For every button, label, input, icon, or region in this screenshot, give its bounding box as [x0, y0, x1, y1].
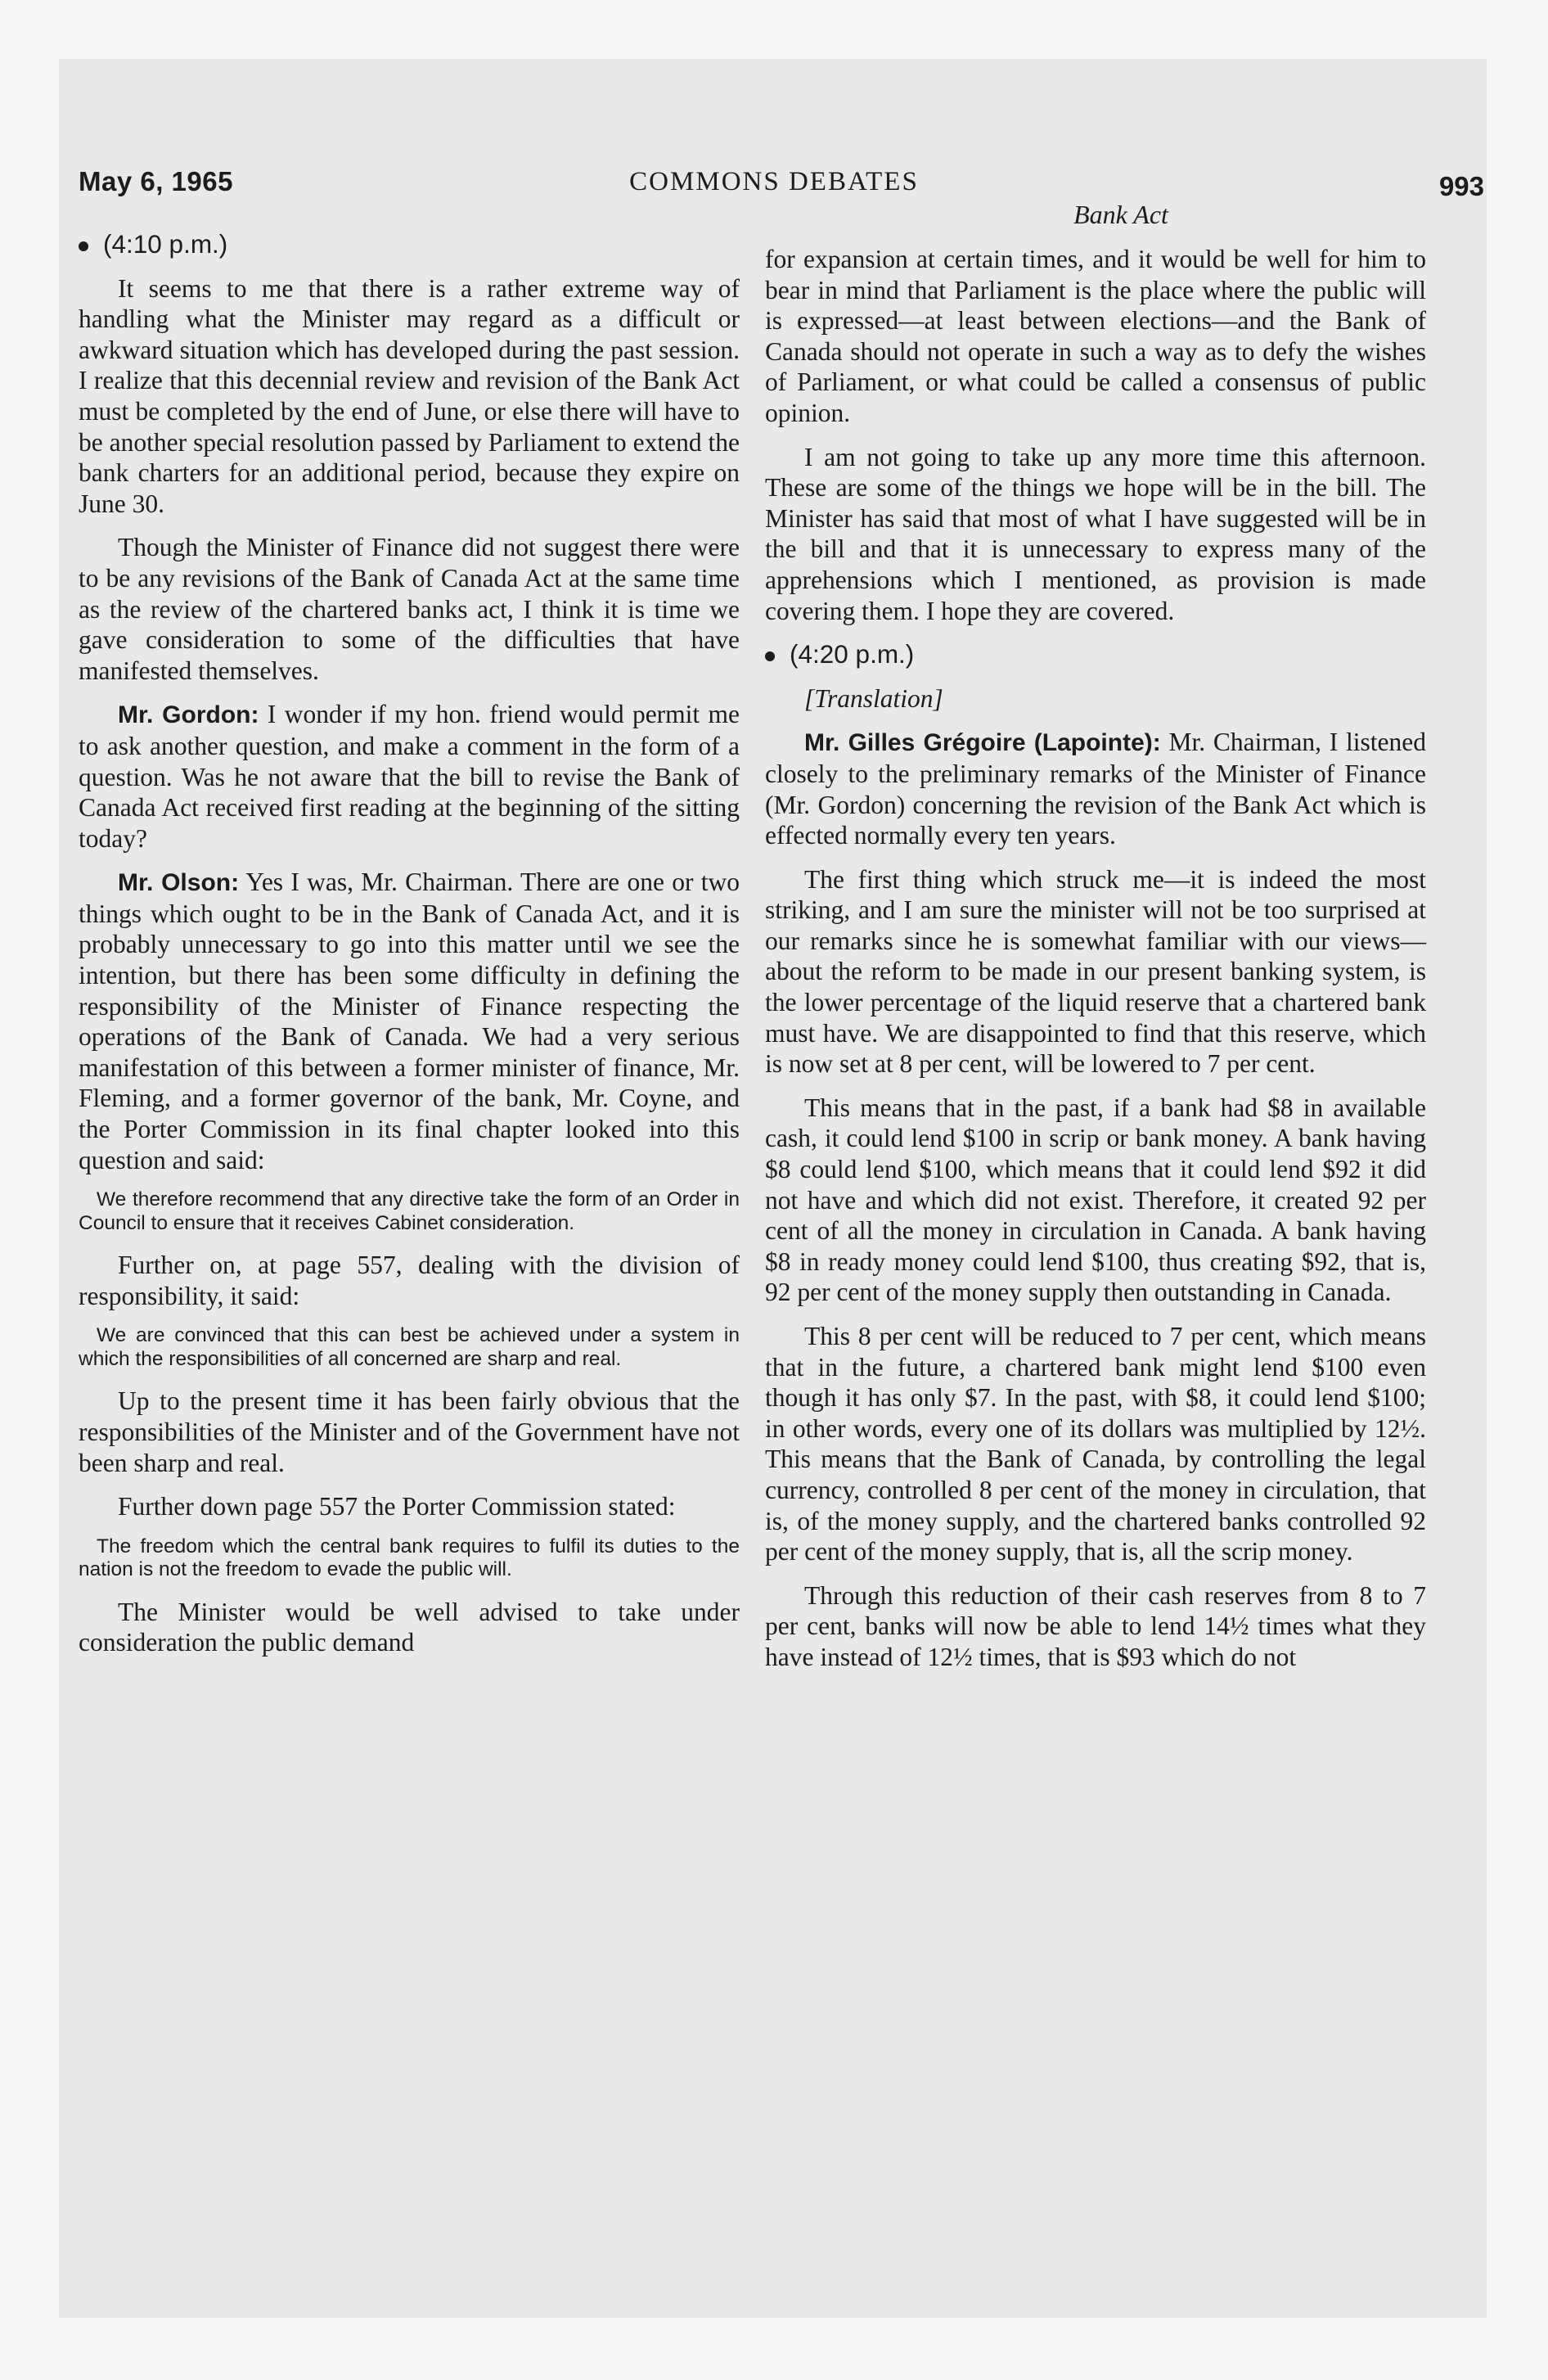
paragraph: Up to the present time it has been fairly obvious that the responsibilities of the Minister and of the Government have not been sharp and real.	[79, 1386, 740, 1477]
speech-text: Mr. Chairman, I listened closely to the preliminary remarks of the Minister of Finance (Mr. Gordon) concerning the revision of the Bank Act which is effected normally every ten years.	[765, 728, 1426, 850]
header-subject: Bank Act	[1073, 200, 1168, 229]
paragraph: for expansion at certain times, and it would be well for him to bear in mind that Parliament is the place where the public will is expressed—at least between elections—and the Bank of Canada should not operate in such a way as to defy the wishes of Parliament, or what could be called a consensus of public opinion.	[765, 245, 1426, 427]
header-date: May 6, 1965	[79, 166, 233, 196]
time-text: (4:10 p.m.)	[103, 229, 228, 259]
left-column	[79, 229, 740, 1671]
page-number: 993	[1438, 171, 1484, 201]
right-column	[765, 244, 1426, 1686]
speech	[79, 867, 740, 1175]
paragraph: The first thing which struck me—it is indeed the most striking, and I am sure the minister will not be too surprised at our remarks since he is somewhat familiar with our views—about the reform to be made in our present banking system, is the lower percentage of the liquid reserve that a chartered bank must have. We are disappointed to find that this reserve, which is now set at 8 per cent, will be lowered to 7 per cent.	[765, 864, 1426, 1079]
speech	[765, 727, 1426, 850]
paragraph: Further on, at page 557, dealing with the division of responsibility, it said:	[79, 1251, 740, 1310]
header-title: COMMONS DEBATES	[629, 167, 919, 196]
paragraph: The Minister would be well advised to take under consideration the public demand	[79, 1597, 740, 1657]
speech	[79, 699, 740, 854]
paragraph: Through this reduction of their cash reserves from 8 to 7 per cent, banks will now be able to lend 14½ times what they have instead of 12½ times, that is $93 which do not	[765, 1580, 1426, 1671]
paragraph: Though the Minister of Finance did not suggest there were to be any revisions of the Bank of Canada Act at the same time as the review of the chartered banks act, I think it is time we gave consideration to some of the difficulties that have manifested themselves.	[79, 533, 740, 685]
speaker-name: Mr. Gordon:	[118, 701, 259, 729]
block-quote: The freedom which the central bank requires to fulfil its duties to the nation is not the freedom to evade the public will.	[79, 1535, 740, 1581]
bullet-icon	[79, 241, 88, 251]
time-text: (4:20 p.m.)	[790, 639, 915, 669]
paragraph: I am not going to take up any more time this afternoon. These are some of the things we hope will be in the bill. The Minister has said that most of what I have suggested will be in the bill and that it is unnecessary to express many of the apprehensions which I mentioned, as provision is made covering them. I hope they are covered.	[765, 442, 1426, 625]
speaker-name: Mr. Gilles Grégoire (Lapointe):	[804, 729, 1161, 757]
speaker-name: Mr. Olson:	[118, 869, 240, 897]
paragraph: This 8 per cent will be reduced to 7 per cent, which means that in the future, a chartered bank might lend $100 even though it has only $7. In the past, with $8, it could lend $100; in other words, every one of its dollars was multiplied by 12½. This means that the Bank of Canada, by controlling the legal currency, controlled 8 per cent of the money in circulation, that is, of the money supply, and the chartered banks controlled 92 per cent of the money supply, that is, all the scrip money.	[765, 1322, 1426, 1566]
time-stamp	[79, 229, 740, 260]
bullet-icon	[765, 651, 775, 661]
time-stamp	[765, 639, 1426, 670]
speech-text: I wonder if my hon. friend would permit me to ask another question, and make a comment in the form of a question. Was he not aware that the bill to revise the Bank of Canada Act received first reading at the beginning of the sitting today?	[79, 700, 740, 853]
paragraph: Further down page 557 the Porter Commission stated:	[118, 1492, 676, 1521]
block-quote: We therefore recommend that any directive take the form of an Order in Council to ensure that it receives Cabinet consideration.	[79, 1188, 740, 1234]
block-quote: We are convinced that this can best be achieved under a system in which the responsibilities of all concerned are sharp and real.	[79, 1324, 740, 1370]
translation-label: [Translation]	[804, 683, 943, 713]
paragraph: This means that in the past, if a bank had $8 in available cash, it could lend $100 in scrip or bank money. A bank having $8 could lend $100, which means that it could lend $92 it did not have and which did not exist. Therefore, it created 92 per cent of all the money in circulation in Canada. A bank having $8 in ready money could lend $100, thus creating $92, that is, 92 per cent of the money supply then outstanding in Canada.	[765, 1093, 1426, 1307]
paragraph: It seems to me that there is a rather extreme way of handling what the Minister may regard as a difficult or awkward situation which has developed during the past session. I realize that this decennial review and revision of the Bank Act must be completed by the end of June, or else there will have to be another special resolution passed by Parliament to extend the bank charters for an additional period, because they expire on June 30.	[79, 273, 740, 518]
speech-text: Yes I was, Mr. Chairman. There are one or two things which ought to be in the Bank of Canada Act, and it is probably unnecessary to go into this matter until we see the intention, but there has been some difficulty in defining the responsibility of the Minister of Finance respecting the operations of the Bank of Canada. We had a very serious manifestation of this between a former minister of finance, Mr. Fleming, and a former governor of the bank, Mr. Coyne, and the Porter Commission in its final chapter looked into this question and said:	[79, 868, 740, 1174]
